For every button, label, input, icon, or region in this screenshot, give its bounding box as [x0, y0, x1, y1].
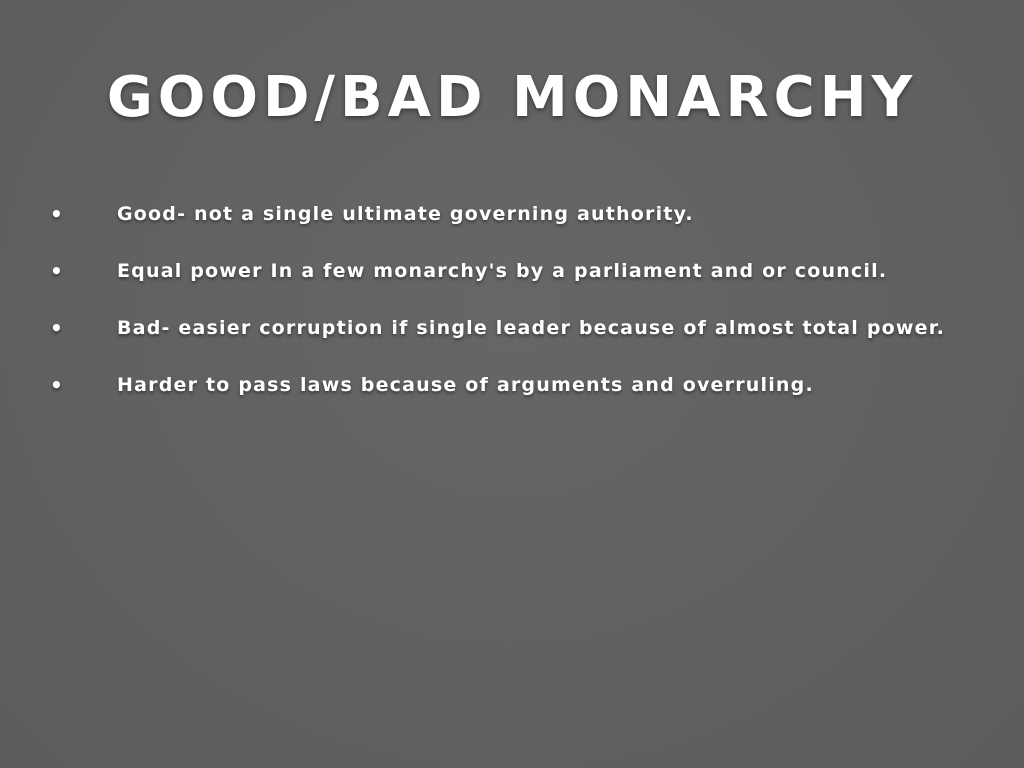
bullet-item — [0, 310, 1024, 367]
bullet-item — [0, 367, 1024, 424]
bullet-text: Good- not a single ultimate governing authority. — [117, 203, 694, 225]
bullet-text: Equal power In a few monarchy's by a parliament and or council. — [117, 260, 888, 282]
bullet-list — [0, 196, 1024, 424]
bullet-icon: • — [50, 373, 63, 397]
bullet-icon: • — [50, 202, 63, 226]
slide-title: GOOD/BAD MONARCHY — [106, 65, 918, 130]
bullet-text: Bad- easier corruption if single leader because of almost total power. — [117, 317, 945, 339]
bullet-item — [0, 253, 1024, 310]
bullet-item — [0, 196, 1024, 253]
bullet-icon: • — [50, 259, 63, 283]
bullet-icon: • — [50, 316, 63, 340]
bullet-text: Harder to pass laws because of arguments and overruling. — [117, 374, 814, 396]
